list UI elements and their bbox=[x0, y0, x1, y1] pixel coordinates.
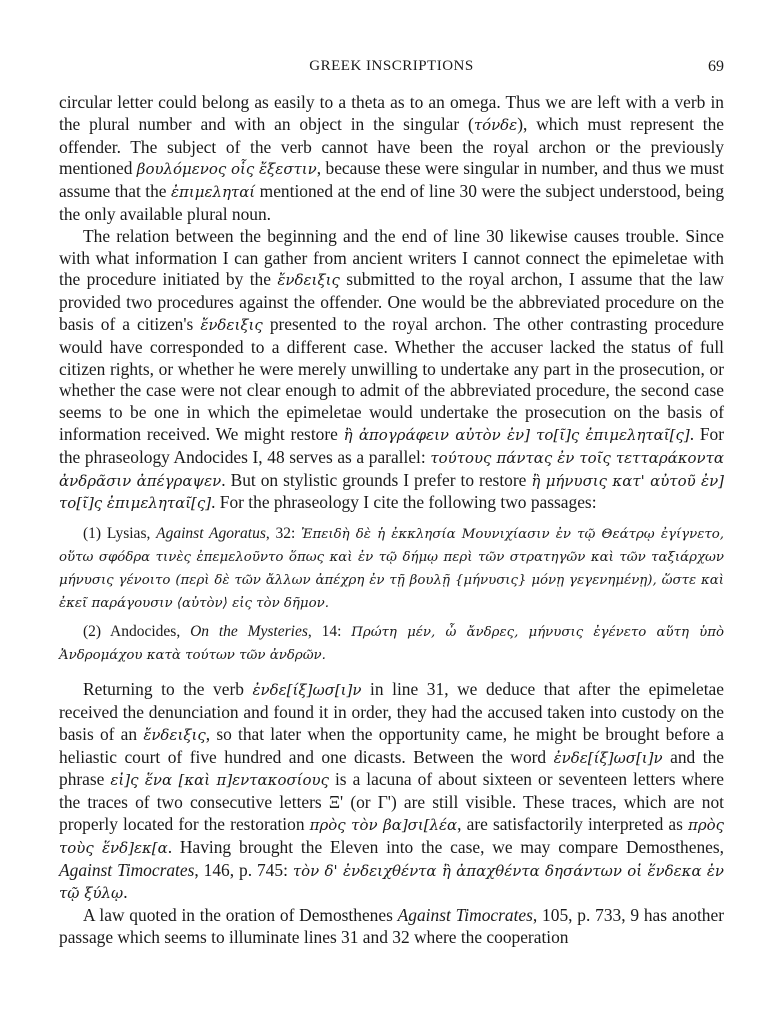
greek-text: ἐνδε[ίξ]ωσ[ι]ν bbox=[553, 748, 663, 767]
greek-text: ἐνδε[ίξ]ωσ[ι]ν bbox=[252, 681, 362, 700]
text: . For the phraseology Andocides I, 48 serves as a parallel: bbox=[59, 423, 724, 467]
greek-text: πρὸς τὸν βα]σι[λέα bbox=[309, 815, 458, 834]
work-title: Against Agoratus bbox=[156, 525, 266, 543]
paragraph-3 bbox=[59, 679, 724, 905]
greek-text: εἰ]ς ἕνα [καὶ π]εντακοσίους bbox=[110, 771, 329, 790]
greek-quote: Πρώτη μέν, ὦ ἄνδρες, μήνυσις ἐγένετο αὕτη ὑπὸ Ἀνδρομάχου κατὰ τούτων τῶν ἀνδρῶν. bbox=[59, 625, 725, 664]
greek-text: ἔνδειξις bbox=[200, 315, 263, 334]
passage-ref: , 32: bbox=[265, 525, 302, 543]
running-head: GREEK INSCRIPTIONS bbox=[309, 58, 474, 74]
greek-text: βουλόμενος οἷς ἔξεστιν bbox=[136, 160, 317, 179]
page-number: 69 bbox=[708, 58, 724, 75]
greek-text: ἔνδειξις bbox=[277, 271, 340, 290]
text: A law quoted in the oration of Demosthenes bbox=[83, 905, 398, 926]
greek-text: ἔνδειξις bbox=[143, 725, 206, 744]
paragraph-2 bbox=[59, 226, 724, 515]
work-title: Against Timocrates bbox=[59, 859, 195, 880]
text: ), which must represent the offender. The subject of the verb cannot have been the royal archon or the previously mentioned bbox=[59, 113, 724, 179]
passage-number: (1) Lysias, bbox=[83, 525, 157, 543]
text: . But on stylistic grounds I prefer to restore bbox=[221, 469, 532, 490]
passage-number: (2) Andocides, bbox=[83, 623, 191, 641]
passage-1-text bbox=[59, 523, 724, 615]
text: . For the phraseology I cite the following two passages: bbox=[211, 492, 597, 513]
letter-trace: Γ' bbox=[377, 792, 391, 813]
page-header bbox=[59, 56, 724, 78]
text: and the phrase bbox=[59, 746, 724, 790]
text: (or bbox=[343, 792, 378, 813]
greek-text: ἐπιμεληταί bbox=[171, 183, 256, 202]
text: . Having brought the Eleven into the case, we may compare Demosthenes, bbox=[167, 836, 724, 857]
greek-text: ἢ ἀπογράφειν αὐτὸν ἐν] το[ῖ]ς ἐπιμεληταῖ[ς] bbox=[343, 425, 690, 444]
greek-text: πρὸς τοὺς ἕνδ]εκ[α bbox=[59, 815, 725, 857]
text: , because these were singular in number, and thus we must assume that the bbox=[59, 158, 725, 202]
text: , are satisfactorily interpreted as bbox=[457, 813, 689, 834]
greek-text: τὸν δ' ἐνδειχθέντα ἢ ἀπαχθέντα δησάντων οἱ ἕνδεκα ἐν τῷ ξύλῳ bbox=[59, 861, 724, 903]
text: The relation between the beginning and the end of line 30 likewise causes trouble. Since with what information I can gather from ancient writers I cannot connect the epimeletae with the procedure initiated by the bbox=[59, 225, 724, 290]
passage-2 bbox=[59, 621, 724, 667]
page bbox=[59, 56, 724, 949]
greek-quote: Ἐπειδὴ δὲ ἡ ἐκκλησία Μουνιχίασιν ἐν τῷ Θεάτρῳ ἐγίγνετο, οὕτω σφόδρα τινὲς ἐπεμελοῦντο ὅπως καὶ ἐν τῷ δήμῳ περὶ τῶν στρατηγῶν καὶ τῶν ταξιάρχων μήνυσις γένοιτο (περὶ δὲ τῶν ἄλλων ἀπέχρη ἐν τῇ βουλῇ {μήνυσις} μόνῃ γεγενημένῃ), ὥστε καὶ ἐκεῖ παράγουσιν ⟨αὐτὸν⟩ εἰς τὸν δῆμον. bbox=[59, 527, 725, 612]
greek-text: τούτους πάντας ἐν τοῖς τετταράκοντα ἀνδρᾶσιν ἀπέγραψεν bbox=[59, 448, 724, 490]
text: . bbox=[123, 882, 128, 903]
letter-trace: Ξ' bbox=[328, 792, 344, 813]
text: is a lacuna of about sixteen or seventeen letters where the traces of two consecutive letters bbox=[59, 769, 724, 813]
text: , 105, p. 733, 9 has another passage which seems to illuminate lines 31 and 32 where the cooperation bbox=[59, 905, 724, 947]
text: , so that later when the opportunity came, he might be brought before a heliastic court of five hundred and one dicasts. Between the word bbox=[59, 723, 724, 767]
paragraph-1 bbox=[59, 92, 724, 226]
text: ) are still visible. These traces, which are not properly located for the restoration bbox=[59, 792, 725, 834]
text: , 146, p. 745: bbox=[194, 859, 293, 880]
text: submitted to the royal archon, I assume that the law provided two procedures against the offender. One would be the abbreviated procedure on the basis of a citizen's bbox=[59, 269, 724, 334]
passage-ref: , 14: bbox=[307, 623, 352, 641]
text: Returning to the verb bbox=[83, 679, 253, 700]
work-title: On the Mysteries bbox=[190, 623, 308, 641]
text: mentioned at the end of line 30 were the subject understood, being the only available plural noun. bbox=[59, 181, 725, 224]
passage-1 bbox=[59, 523, 724, 615]
greek-text: ἢ μήνυσις κατ' αὐτοῦ ἐν] το[ῖ]ς ἐπιμεληταῖ[ς] bbox=[59, 471, 725, 513]
passage-2-text bbox=[59, 621, 724, 667]
greek-text: τόνδε bbox=[473, 115, 518, 134]
work-title: Against Timocrates bbox=[397, 905, 533, 926]
text: circular letter could belong as easily to a theta as to an omega. Thus we are left with a verb in the plural number and with an object in the singular ( bbox=[59, 92, 724, 134]
text: in line 31, we deduce that after the epimeletae received the denunciation and found it in order, they had the accused taken into custody on the basis of an bbox=[59, 679, 724, 744]
paragraph-4 bbox=[59, 905, 724, 949]
text: presented to the royal archon. The other contrasting procedure would have corresponded to a different case. Whether the accuser lacked the status of full citizen rights, or whether he were merely unwilling to undertake any part in the prosecution, or whether the case were not clear enough to admit of the abbreviated procedure, the second case seems to be one in which the epimeletae would undertake the prosecution on the basis of information received. We might restore bbox=[59, 313, 724, 444]
